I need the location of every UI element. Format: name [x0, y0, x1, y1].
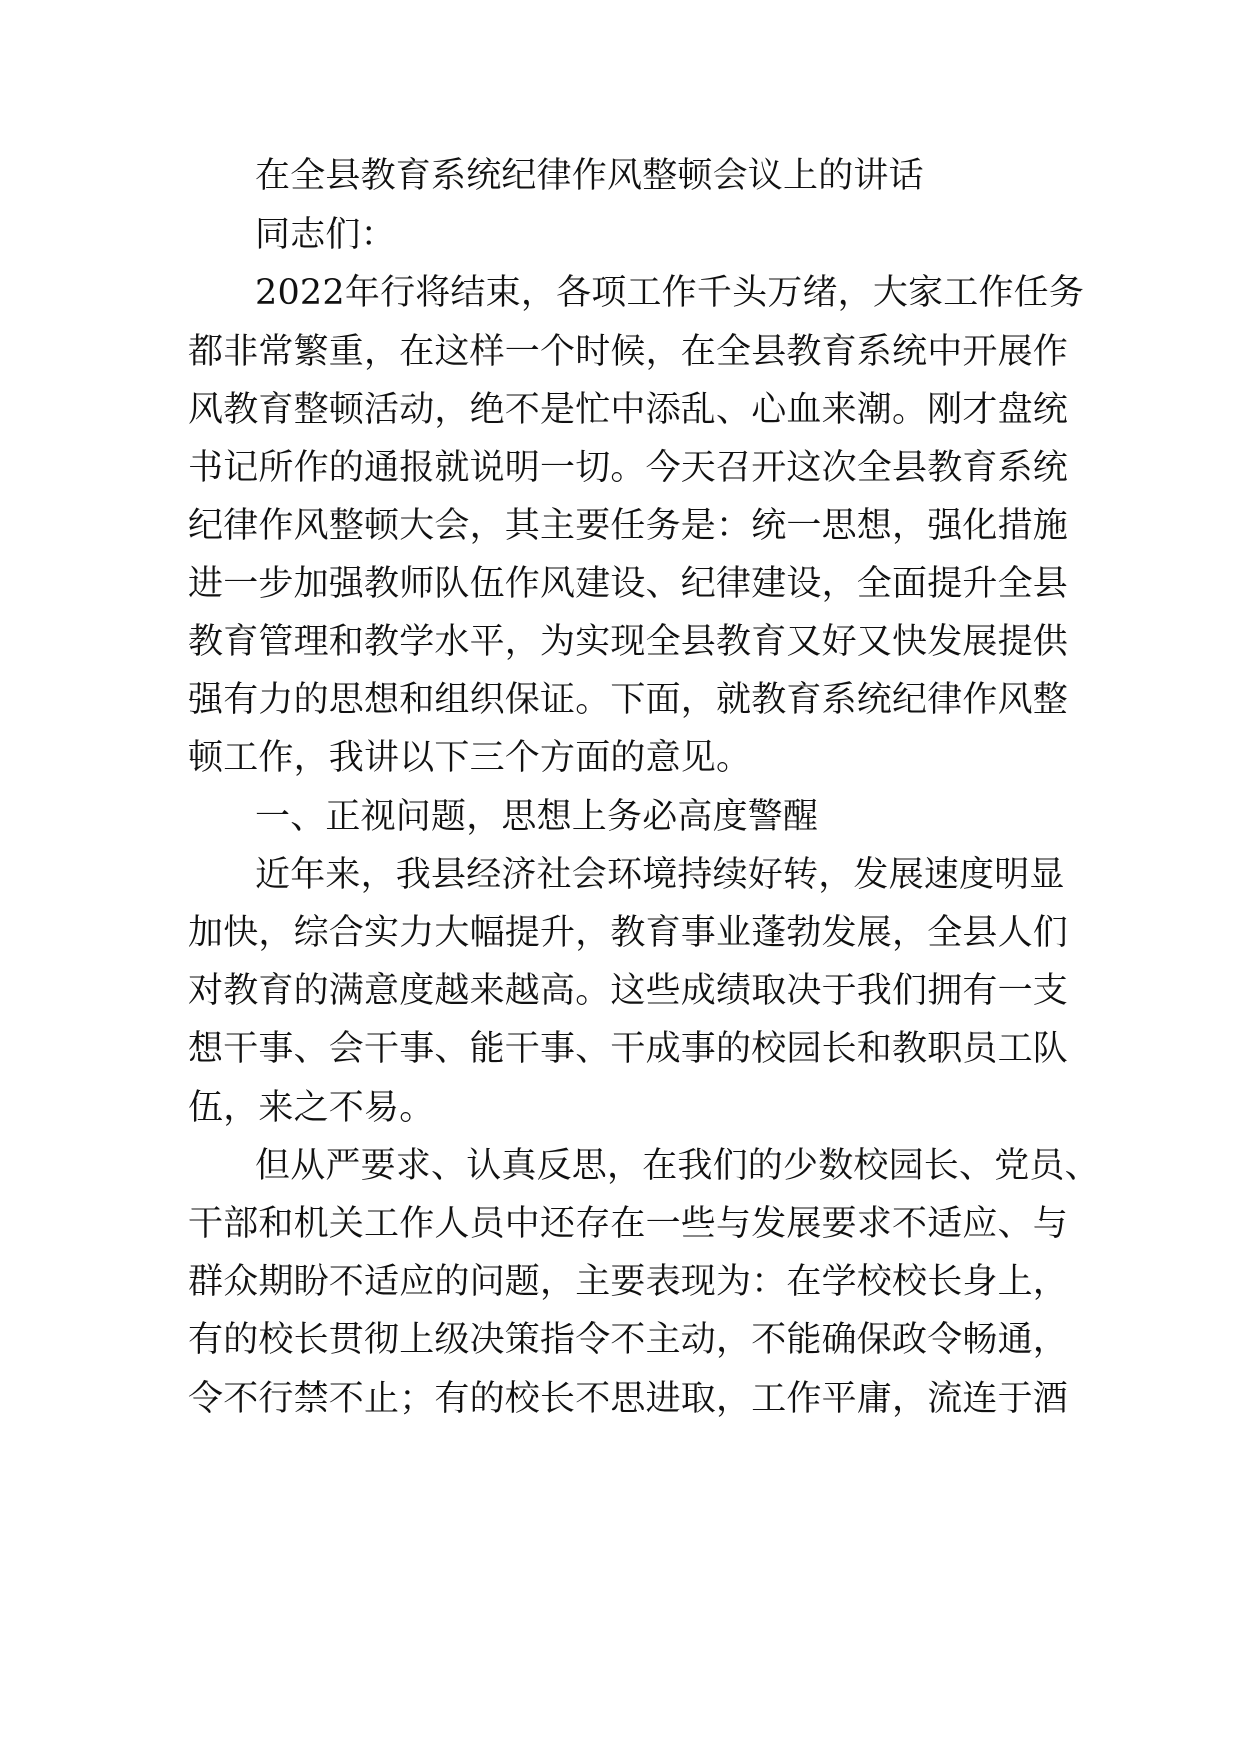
- paragraph-line: 伍，来之不易。: [188, 1088, 435, 1128]
- paragraph-line: 书记所作的通报就说明一切。今天召开这次全县教育系统: [188, 448, 1069, 488]
- paragraph-line: 风教育整顿活动，绝不是忙中添乱、心血来潮。刚才盘统: [188, 390, 1069, 430]
- paragraph-line: 有的校长贯彻上级决策指令不主动，不能确保政令畅通，: [188, 1320, 1069, 1360]
- paragraph-line: 都非常繁重，在这样一个时候，在全县教育系统中开展作: [188, 332, 1069, 372]
- year-number: 2022: [255, 273, 345, 313]
- paragraph-line: 近年来，我县经济社会环境持续好转，发展速度明显: [255, 855, 1065, 895]
- salutation: 同志们：: [255, 215, 396, 255]
- document-title: 在全县教育系统纪律作风整顿会议上的讲话: [255, 156, 924, 196]
- paragraph-line: 强有力的思想和组织保证。下面，就教育系统纪律作风整: [188, 680, 1069, 720]
- paragraph-line: 想干事、会干事、能干事、干成事的校园长和教职员工队: [188, 1029, 1069, 1069]
- paragraph-line: 加快，综合实力大幅提升，教育事业蓬勃发展，全县人们: [188, 913, 1069, 953]
- paragraph-line: 令不行禁不止；有的校长不思进取，工作平庸，流连于酒: [188, 1379, 1069, 1419]
- paragraph-line: 教育管理和教学水平，为实现全县教育又好又快发展提供: [188, 622, 1069, 662]
- paragraph-line: 进一步加强教师队伍作风建设、纪律建设，全面提升全县: [188, 564, 1069, 604]
- paragraph-line: 顿工作，我讲以下三个方面的意见。: [188, 738, 752, 778]
- paragraph-line: 对教育的满意度越来越高。这些成绩取决于我们拥有一支: [188, 971, 1069, 1011]
- paragraph-line: 群众期盼不适应的问题，主要表现为：在学校校长身上，: [188, 1262, 1069, 1302]
- paragraph-line: 干部和机关工作人员中还存在一些与发展要求不适应、与: [188, 1204, 1069, 1244]
- line-text: 年行将结束，各项工作千头万绪，大家工作任务: [344, 273, 1085, 313]
- section-heading: 一、正视问题，思想上务必高度警醒: [255, 797, 819, 837]
- paragraph-line: 但从严要求、认真反思，在我们的少数校园长、党员、: [255, 1146, 1100, 1186]
- paragraph-line: 纪律作风整顿大会，其主要任务是：统一思想，强化措施: [188, 506, 1069, 546]
- paragraph-line: [255, 271, 1084, 315]
